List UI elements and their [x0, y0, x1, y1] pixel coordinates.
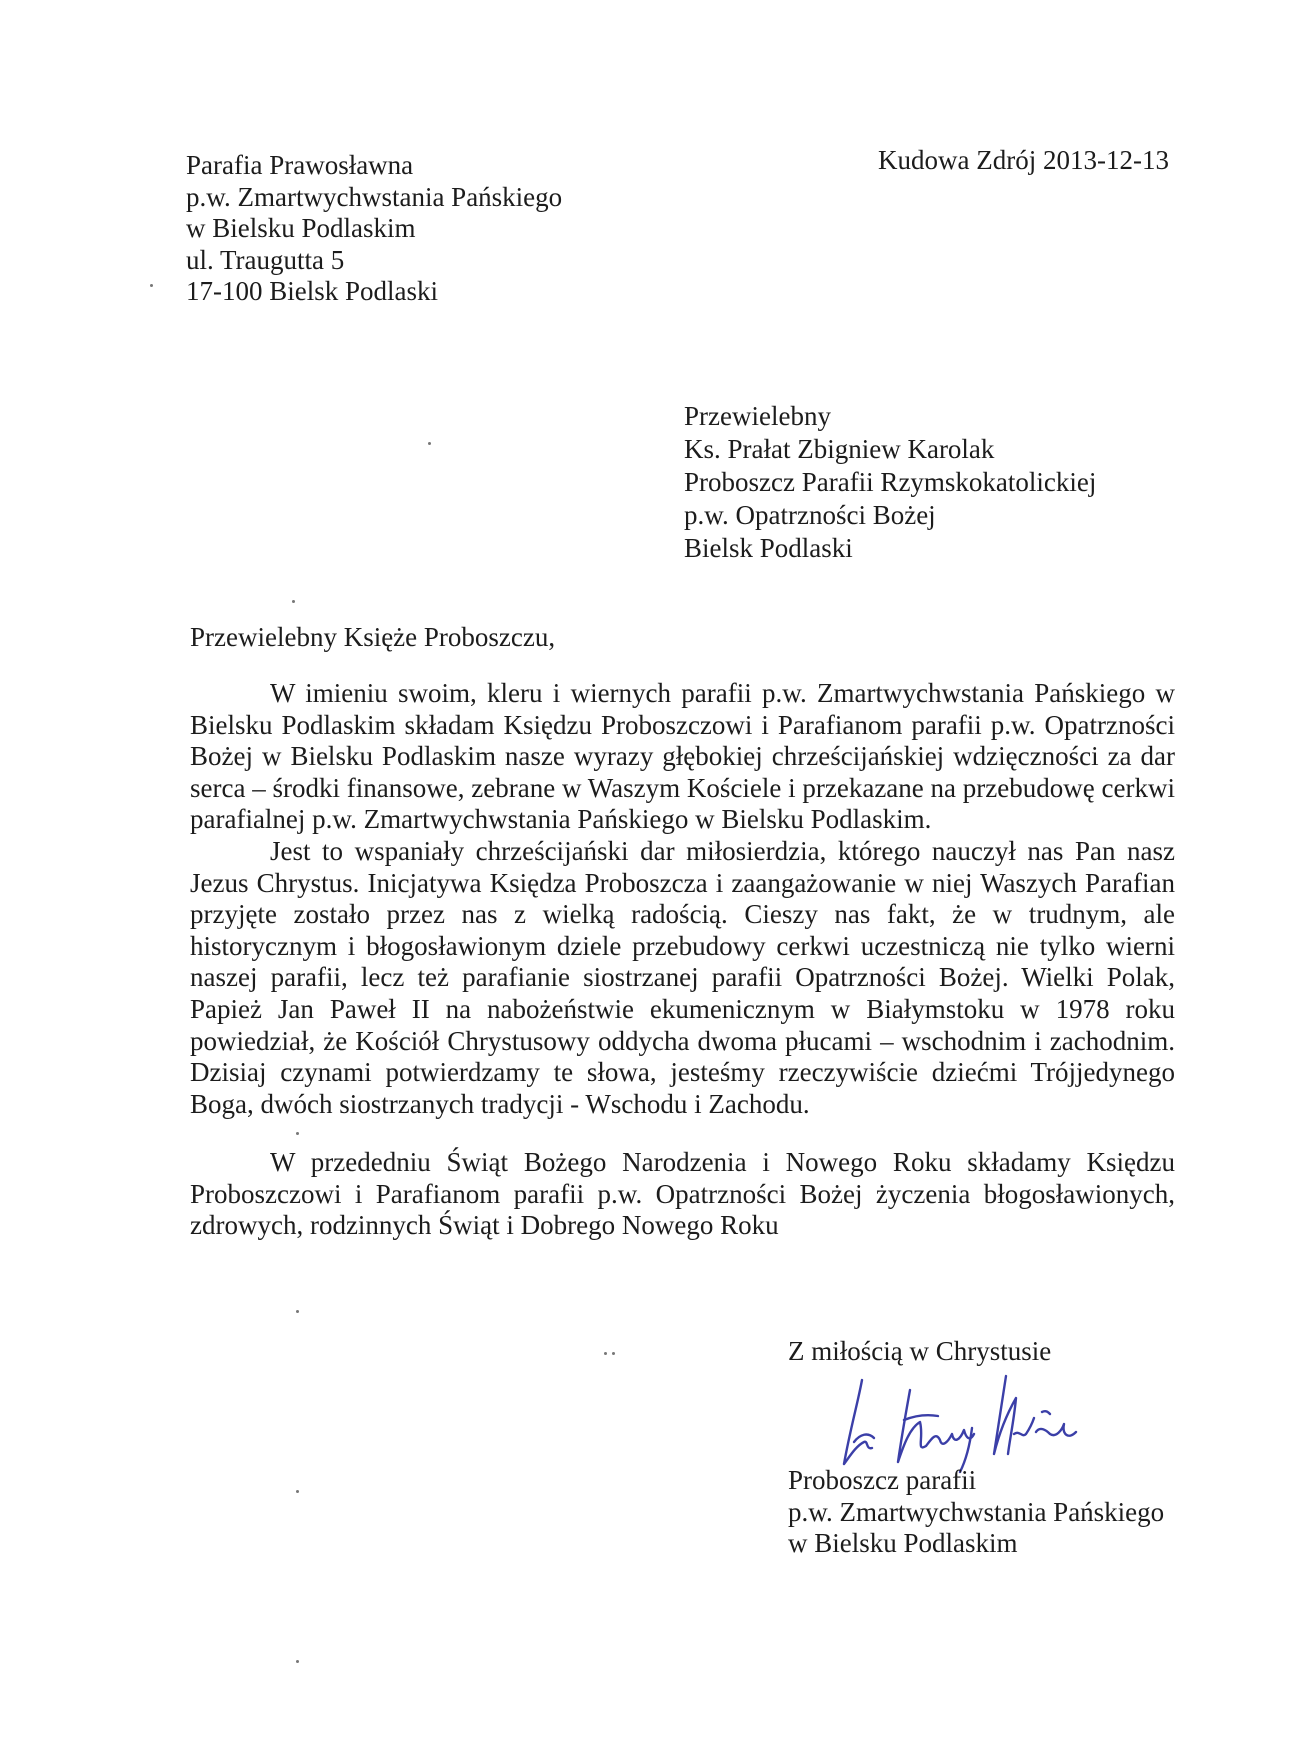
scan-speck [296, 1660, 299, 1663]
salutation: Przewielebny Księże Proboszczu, [190, 622, 556, 652]
scan-speck [296, 1310, 299, 1313]
body-block-1 [190, 678, 1175, 1120]
scan-speck [604, 1352, 607, 1355]
body-paragraph: W imieniu swoim, kleru i wiernych parafii p.w. Zmartwychwstania Pańskiego w Bielsku Podlaskim składam Księdzu Proboszczowi i Parafianom parafii p.w. Opatrzności Bożej w Bielsku Podlaskim nasze wyrazy głębokiej chrześcijańskiej wdzięczności za dar serca – środki finansowe, zebrane w Waszym Kościele i przekazane na przebudowę cerkwi parafialnej p.w. Zmartwychwstania Pańskiego w Bielsku Podlaskim. [190, 678, 1175, 835]
signatory-line: Proboszcz parafii [788, 1465, 977, 1495]
handwritten-signature [810, 1368, 1080, 1476]
scan-speck [150, 284, 153, 287]
body-paragraph: W przededniu Świąt Bożego Narodzenia i Nowego Roku składamy Księdzu Proboszczowi i Parafianom parafii p.w. Opatrzności Bożej życzenia błogosławionych, zdrowych, rodzinnych Świąt i Dobrego Nowego Roku [190, 1147, 1175, 1241]
recipient-line: Bielsk Podlaski [684, 533, 853, 563]
sender-line: w Bielsku Podlaskim [186, 213, 416, 243]
sender-address [186, 150, 562, 308]
closing-phrase: Z miłością w Chrystusie [788, 1336, 1052, 1366]
signatory-line: w Bielsku Podlaskim [788, 1528, 1018, 1558]
recipient-line: p.w. Opatrzności Bożej [684, 500, 936, 530]
recipient-line: Przewielebny [684, 401, 831, 431]
sender-line: ul. Traugutta 5 [186, 244, 345, 275]
recipient-line: Proboszcz Parafii Rzymskokatolickiej [684, 467, 1097, 497]
signatory-line: p.w. Zmartwychwstania Pańskiego [788, 1496, 1165, 1527]
body-paragraph: Jest to wspaniały chrześcijański dar miłosierdzia, którego nauczył nas Pan nasz Jezus Chrystus. Inicjatywa Księdza Proboszcza i zaangażowanie w niej Waszych Parafian przyjęte zostało przez nas z wielką radością. Cieszy nas fakt, że w trudnym, ale historycznym i błogosławionym dziele przebudowy cerkwi uczestniczą nie tylko wierni naszej parafii, lecz też parafianie siostrzanej parafii Opatrzności Bożej. Wielki Polak, Papież Jan Paweł II na nabożeństwie ekumenicznym w Białymstoku w 1978 roku powiedział, że Kościół Chrystusowy oddycha dwoma płucami – wschodnim i zachodnim. Dzisiaj czynami potwierdzamy te słowa, jesteśmy rzeczywiście dziećmi Trójjedynego Boga, dwóch siostrzanych tradycji - Wschodu i Zachodu. [190, 835, 1175, 1119]
body-block-2 [190, 1147, 1175, 1242]
scan-speck [428, 442, 431, 445]
scan-speck [292, 600, 295, 603]
sender-line: p.w. Zmartwychwstania Pańskiego [186, 181, 563, 212]
sender-line: 17-100 Bielsk Podlaski [186, 276, 439, 306]
letter-date: Kudowa Zdrój 2013-12-13 [878, 145, 1169, 175]
scan-speck [296, 1490, 299, 1493]
recipient-address [684, 400, 1096, 565]
sender-line: Parafia Prawosławna [186, 150, 414, 180]
scan-speck [296, 1132, 299, 1135]
scan-speck [612, 1352, 615, 1355]
signatory-block [788, 1465, 1164, 1560]
recipient-line: Ks. Prałat Zbigniew Karolak [684, 434, 995, 464]
